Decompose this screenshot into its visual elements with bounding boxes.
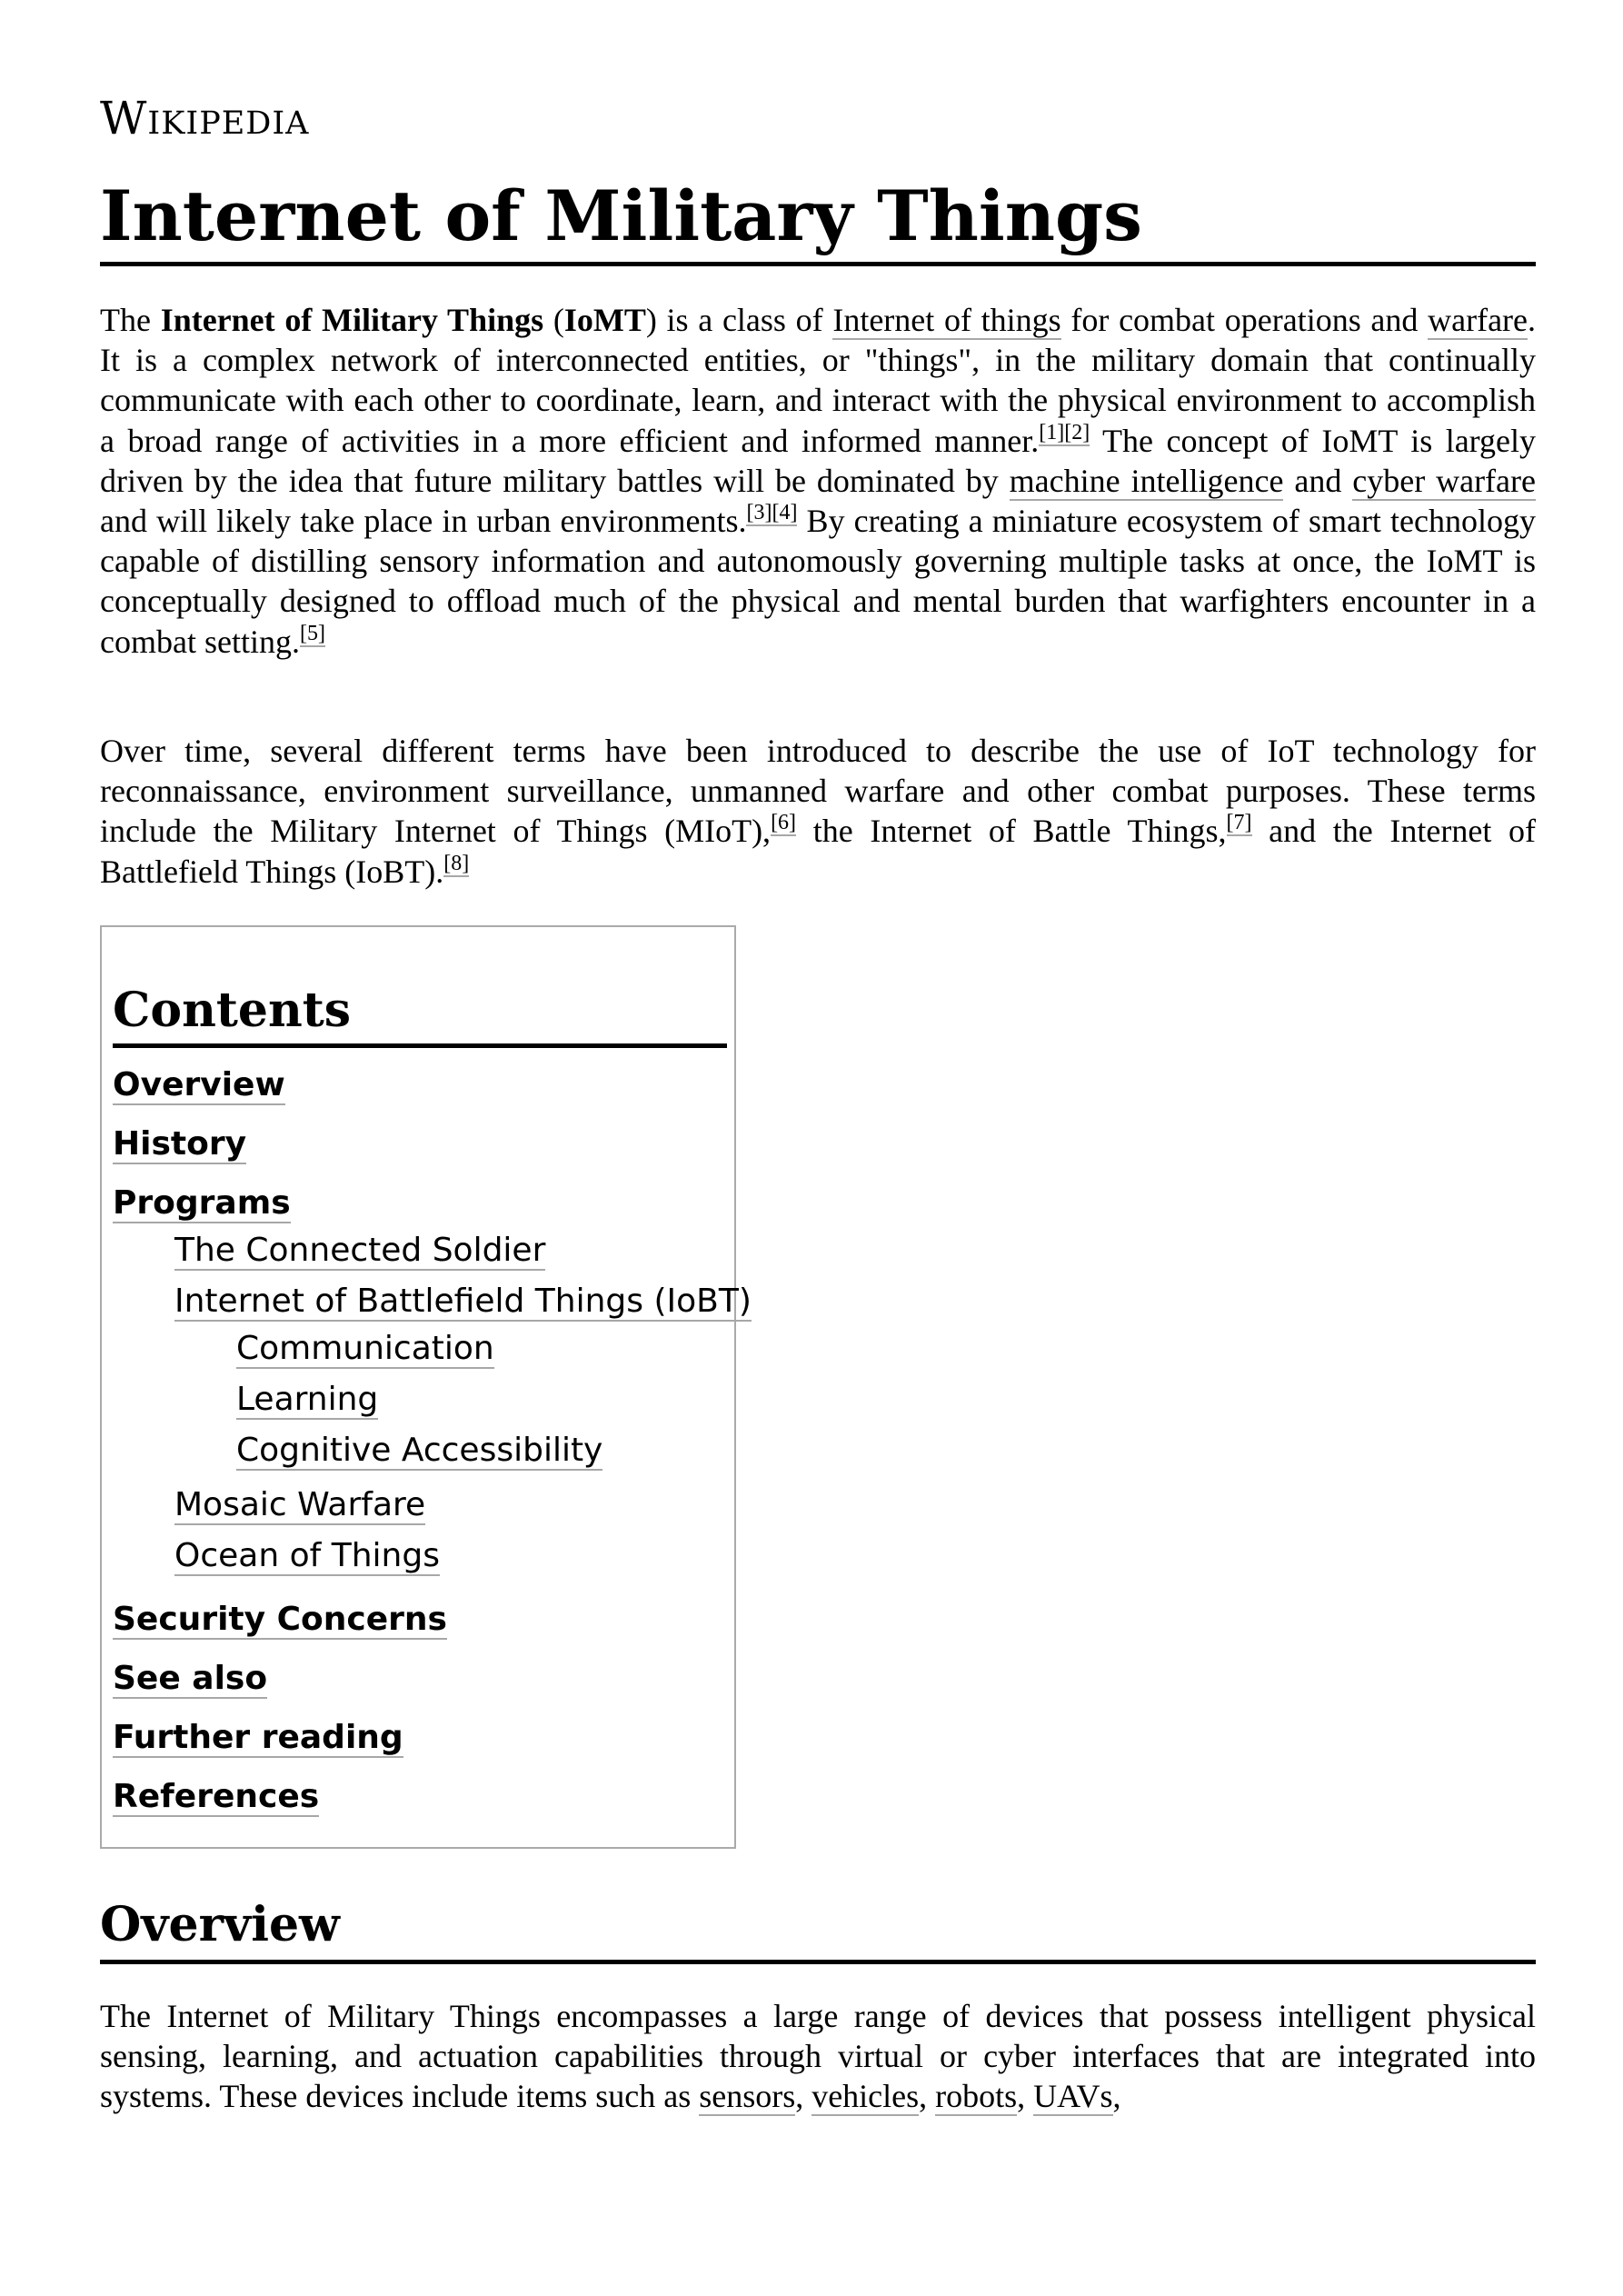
- citation-1[interactable]: [1]: [1039, 420, 1065, 444]
- toc-link[interactable]: Programs: [113, 1184, 291, 1222]
- link-robots[interactable]: robots: [935, 2078, 1018, 2115]
- bold-term: IoMT: [563, 302, 646, 338]
- toc-item-security-concerns[interactable]: [113, 1600, 447, 1640]
- text: ,: [1017, 2078, 1034, 2115]
- toc-item-connected-soldier[interactable]: [174, 1231, 545, 1271]
- bold-term: Internet of Military Things: [160, 302, 544, 338]
- toc-item-cognitive-accessibility[interactable]: [236, 1431, 602, 1471]
- toc-link[interactable]: Mosaic Warfare: [174, 1486, 426, 1523]
- section-heading-overview: Overview: [100, 1892, 1536, 1964]
- toc-item-further-reading[interactable]: [113, 1718, 403, 1758]
- page-title: Internet of Military Things: [100, 173, 1536, 266]
- toc-item-see-also[interactable]: [113, 1659, 267, 1699]
- toc-link[interactable]: History: [113, 1125, 247, 1163]
- link-uavs[interactable]: UAVs: [1033, 2078, 1113, 2115]
- toc-link[interactable]: See also: [113, 1660, 268, 1697]
- link-sensors[interactable]: sensors: [699, 2078, 796, 2115]
- text: The Internet of Military Things encompasses a large range of devices that possess intelligent physical sensing, learning, and actuation capabilities through virtual or cyber interfaces that are integrated into systems. These devices include items such as: [100, 1998, 1536, 2115]
- citation-8[interactable]: [8]: [443, 851, 470, 875]
- intro-paragraph: [100, 300, 1536, 662]
- text: The: [100, 302, 161, 338]
- text: ,: [1112, 2078, 1121, 2115]
- text: and: [1283, 462, 1353, 499]
- text: The concept of IoMT is largely driven by the idea that future military battles will be dominated by: [100, 422, 1536, 499]
- toc-item-history[interactable]: [113, 1124, 246, 1164]
- toc-item-mosaic-warfare[interactable]: [174, 1485, 425, 1525]
- text: the Internet of Battle Things,: [796, 813, 1227, 850]
- link-machine-intelligence[interactable]: machine intelligence: [1009, 462, 1284, 499]
- text: ,: [795, 2078, 812, 2115]
- toc-link[interactable]: Internet of Battlefield Things (IoBT): [174, 1283, 752, 1320]
- toc-link[interactable]: Security Concerns: [113, 1601, 447, 1638]
- text: . It is a complex network of interconnected entities, or "things", in the military domain that continually communicate with each other to coordinate, learn, and interact with the physical environment to accomplish a broad range of activities in a more efficient and informed manner.: [100, 302, 1537, 459]
- text: ) is a class of: [645, 302, 833, 338]
- citation-3[interactable]: [3]: [746, 501, 772, 525]
- text: Over time, several different terms have been introduced to describe the use of IoT technology for reconnaissance, environment surveillance, unmanned warfare and other combat purposes. These terms include the Military Internet of Things (MIoT),: [100, 733, 1536, 850]
- link-vehicles[interactable]: vehicles: [812, 2078, 920, 2115]
- toc-item-learning[interactable]: [236, 1380, 378, 1420]
- wikipedia-wordmark[interactable]: Wikipedia: [100, 92, 310, 145]
- citation-4[interactable]: [4]: [772, 501, 798, 525]
- toc-link[interactable]: Cognitive Accessibility: [236, 1432, 603, 1469]
- toc-link[interactable]: References: [113, 1778, 320, 1815]
- toc-title: Contents: [113, 982, 727, 1048]
- link-internet-of-things[interactable]: Internet of things: [832, 302, 1061, 338]
- text: By creating a miniature ecosystem of smart technology capable of distilling sensory information and autonomously governing multiple tasks at once, the IoMT is conceptually designed to offload much of the physical and mental burden that warfighters encounter in a combat setting.: [100, 503, 1536, 660]
- citation-7[interactable]: [7]: [1226, 811, 1252, 835]
- toc-link[interactable]: The Connected Soldier: [174, 1232, 546, 1269]
- link-cyber-warfare[interactable]: cyber warfare: [1352, 462, 1536, 499]
- toc-item-ocean-of-things[interactable]: [174, 1536, 440, 1576]
- toc-link[interactable]: Ocean of Things: [174, 1537, 440, 1574]
- toc-link[interactable]: Learning: [236, 1381, 379, 1418]
- citation-6[interactable]: [6]: [771, 811, 797, 835]
- toc-item-references[interactable]: [113, 1777, 319, 1817]
- terms-paragraph: [100, 731, 1536, 892]
- overview-paragraph: [100, 1996, 1536, 2117]
- text: for combat operations and: [1060, 302, 1429, 338]
- text: (: [543, 302, 564, 338]
- toc-link[interactable]: Overview: [113, 1066, 285, 1103]
- link-warfare[interactable]: warfare: [1428, 302, 1528, 338]
- text: and the Internet of Battlefield Things (IoBT).: [100, 813, 1536, 890]
- toc-item-iobt[interactable]: [174, 1282, 752, 1322]
- table-of-contents: [100, 925, 752, 1849]
- toc-item-programs[interactable]: [113, 1183, 291, 1223]
- citation-5[interactable]: [5]: [299, 621, 325, 645]
- citation-2[interactable]: [2]: [1064, 420, 1090, 444]
- text: ,: [919, 2078, 936, 2115]
- toc-link[interactable]: Communication: [236, 1330, 494, 1367]
- toc-item-communication[interactable]: [236, 1329, 494, 1369]
- text: and will likely take place in urban environments.: [100, 503, 747, 540]
- toc-item-overview[interactable]: [113, 1065, 285, 1105]
- toc-link[interactable]: Further reading: [113, 1719, 403, 1756]
